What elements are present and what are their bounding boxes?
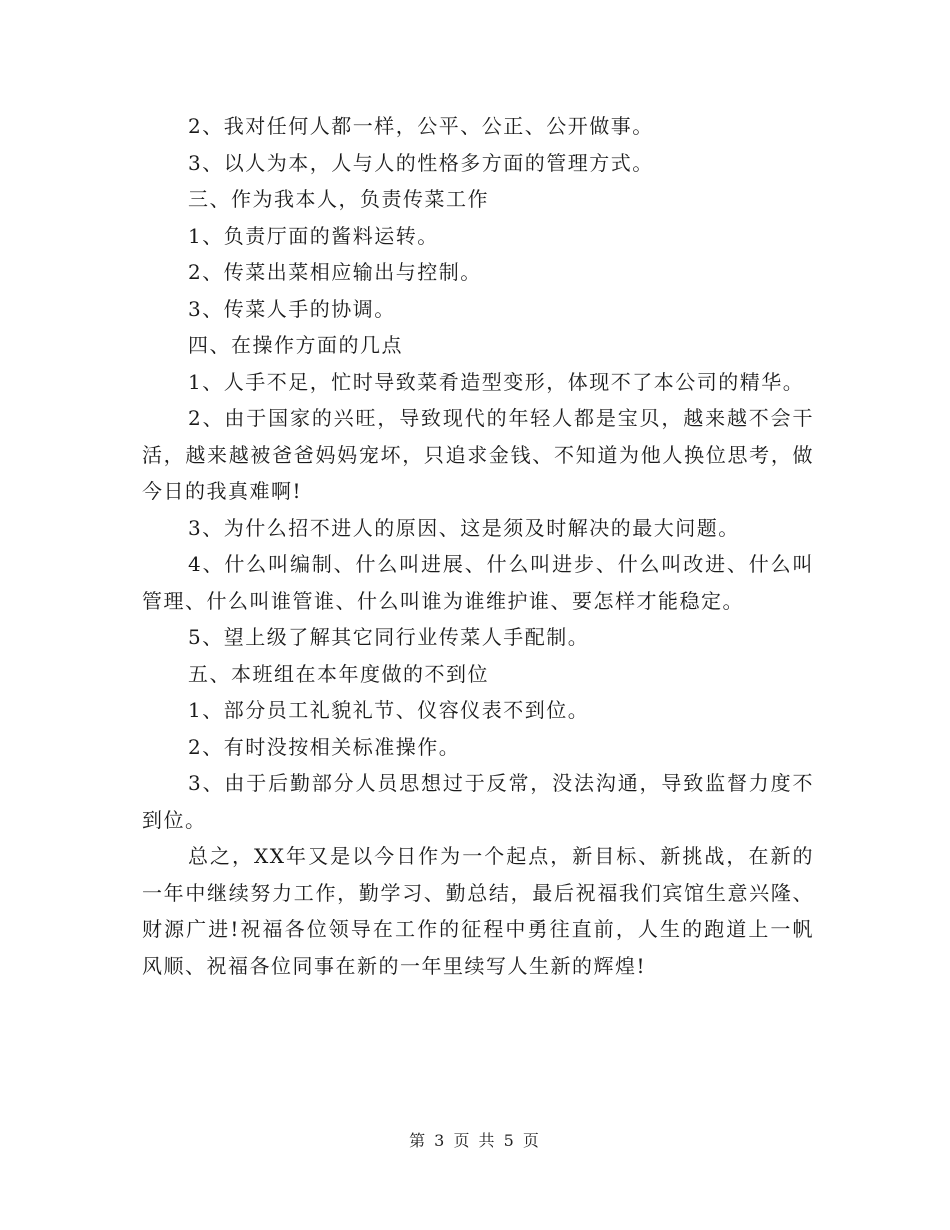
document-body (142, 108, 814, 984)
page-number-footer: 第 3 页 共 5 页 (409, 1131, 541, 1150)
closing-paragraph: 总之，XX年又是以今日作为一个起点，新目标、新挑战，在新的一年中继续努力工作，勤学习、勤总结，最后祝福我们宾馆生意兴隆、财源广进!祝福各位领导在工作的征程中勇往直前，人生的跑道上一帆风顺、祝福各位同事在新的一年里续写人生新的辉煌! (142, 844, 814, 978)
paragraph: 4、什么叫编制、什么叫进展、什么叫进步、什么叫改进、什么叫管理、什么叫谁管谁、什么叫谁为谁维护谁、要怎样才能稳定。 (142, 552, 814, 613)
paragraph: 2、由于国家的兴旺，导致现代的年轻人都是宝贝，越来越不会干活，越来越被爸爸妈妈宠坏，只追求金钱、不知道为他人换位思考，做今日的我真难啊! (142, 406, 814, 503)
section-heading: 三、作为我本人，负责传菜工作 (188, 187, 489, 211)
section-heading: 五、本班组在本年度做的不到位 (188, 661, 489, 686)
paragraph: 2、有时没按相关标准操作。 (188, 734, 461, 759)
paragraph: 3、由于后勤部分人员思想过于反常，没法沟通，导致监督力度不到位。 (142, 771, 814, 832)
paragraph: 1、部分员工礼貌礼节、仪容仪表不到位。 (188, 698, 590, 722)
paragraph: 3、为什么招不进人的原因、这是须及时解决的最大问题。 (188, 515, 740, 540)
paragraph: 2、传菜出菜相应输出与控制。 (188, 260, 482, 284)
paragraph: 5、望上级了解其它同行业传菜人手配制。 (188, 625, 590, 649)
paragraph: 2、我对任何人都一样，公平、公正、公开做事。 (188, 114, 654, 138)
paragraph: 3、以人为本，人与人的性格多方面的管理方式。 (188, 150, 654, 175)
paragraph: 1、人手不足，忙时导致菜肴造型变形，体现不了本公司的精华。 (188, 369, 805, 394)
paragraph: 3、传菜人手的协调。 (188, 296, 396, 321)
paragraph: 1、负责厅面的酱料运转。 (188, 223, 439, 248)
section-heading: 四、在操作方面的几点 (188, 333, 403, 357)
